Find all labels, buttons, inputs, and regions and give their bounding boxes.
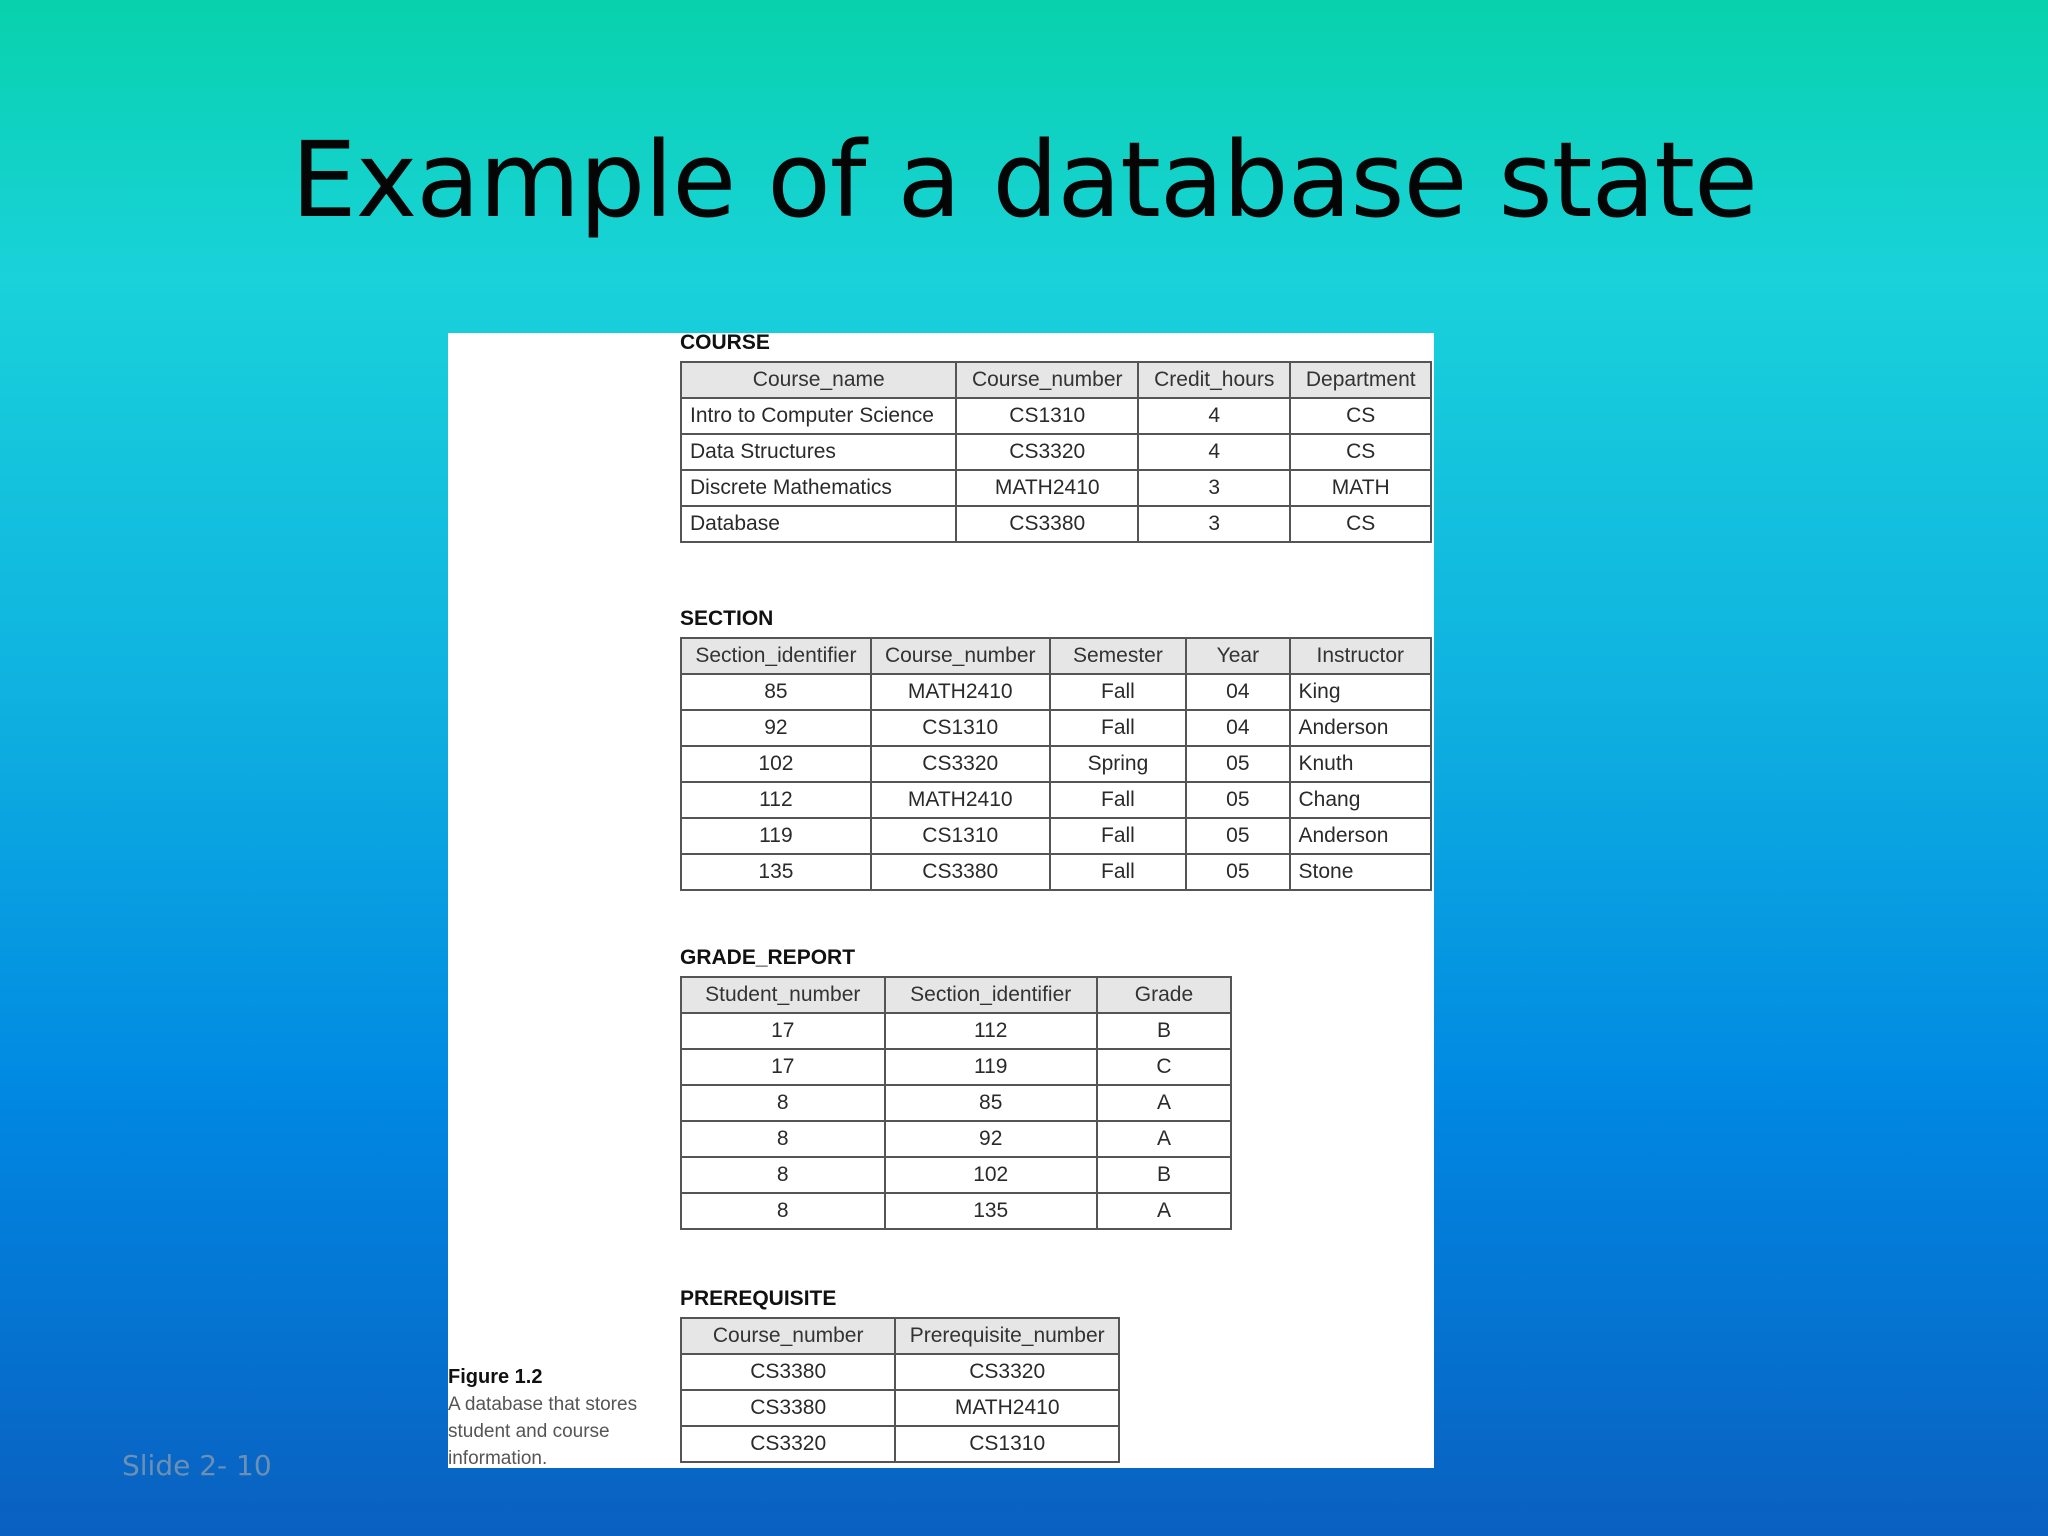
table-cell: CS3380 bbox=[681, 1354, 895, 1390]
table-cell: CS3320 bbox=[871, 746, 1050, 782]
table-row bbox=[681, 746, 1431, 782]
table-header-row bbox=[681, 638, 1431, 674]
table-cell: Knuth bbox=[1290, 746, 1432, 782]
column-header: Grade bbox=[1097, 977, 1231, 1013]
table-cell: A bbox=[1097, 1121, 1231, 1157]
table-cell: CS3320 bbox=[895, 1354, 1119, 1390]
table-cell: CS3320 bbox=[956, 434, 1138, 470]
grade-report-table-title: GRADE_REPORT bbox=[680, 946, 856, 969]
column-header: Instructor bbox=[1290, 638, 1432, 674]
course-table bbox=[680, 361, 1432, 543]
table-row bbox=[681, 782, 1431, 818]
table-row bbox=[681, 506, 1431, 542]
table-cell: 85 bbox=[681, 674, 871, 710]
table-header-row bbox=[681, 1318, 1119, 1354]
table-row bbox=[681, 1354, 1119, 1390]
table-cell: MATH2410 bbox=[871, 674, 1050, 710]
table-cell: 119 bbox=[681, 818, 871, 854]
table-cell: 04 bbox=[1186, 674, 1289, 710]
table-cell: 05 bbox=[1186, 782, 1289, 818]
table-cell: 112 bbox=[885, 1013, 1097, 1049]
table-cell: 8 bbox=[681, 1193, 885, 1229]
table-cell: 8 bbox=[681, 1085, 885, 1121]
table-cell: CS3320 bbox=[681, 1426, 895, 1462]
table-cell: CS3380 bbox=[956, 506, 1138, 542]
table-row bbox=[681, 470, 1431, 506]
table-cell: Fall bbox=[1050, 854, 1187, 890]
table-row bbox=[681, 1193, 1231, 1229]
column-header: Course_number bbox=[871, 638, 1050, 674]
prerequisite-table-title: PREREQUISITE bbox=[680, 1287, 837, 1310]
table-cell: Anderson bbox=[1290, 710, 1432, 746]
table-row bbox=[681, 1157, 1231, 1193]
table-cell: Database bbox=[681, 506, 956, 542]
table-cell: 8 bbox=[681, 1121, 885, 1157]
table-cell: 05 bbox=[1186, 854, 1289, 890]
column-header: Semester bbox=[1050, 638, 1187, 674]
table-cell: Intro to Computer Science bbox=[681, 398, 956, 434]
table-header-row bbox=[681, 977, 1231, 1013]
database-figure bbox=[448, 333, 1434, 1468]
table-row bbox=[681, 1085, 1231, 1121]
table-cell: Discrete Mathematics bbox=[681, 470, 956, 506]
column-header: Department bbox=[1290, 362, 1431, 398]
table-cell: B bbox=[1097, 1013, 1231, 1049]
table-row bbox=[681, 434, 1431, 470]
figure-caption bbox=[448, 1364, 668, 1468]
table-cell: 04 bbox=[1186, 710, 1289, 746]
table-cell: Spring bbox=[1050, 746, 1187, 782]
table-cell: CS1310 bbox=[895, 1426, 1119, 1462]
table-cell: 102 bbox=[681, 746, 871, 782]
table-cell: King bbox=[1290, 674, 1432, 710]
table-cell: MATH2410 bbox=[895, 1390, 1119, 1426]
table-cell: Fall bbox=[1050, 710, 1187, 746]
column-header: Course_name bbox=[681, 362, 956, 398]
table-cell: CS3380 bbox=[681, 1390, 895, 1426]
table-cell: Chang bbox=[1290, 782, 1432, 818]
table-cell: Data Structures bbox=[681, 434, 956, 470]
table-cell: CS3380 bbox=[871, 854, 1050, 890]
table-cell: 3 bbox=[1138, 506, 1290, 542]
table-cell: 112 bbox=[681, 782, 871, 818]
section-table bbox=[680, 637, 1432, 891]
table-cell: MATH bbox=[1290, 470, 1431, 506]
table-cell: CS bbox=[1290, 434, 1431, 470]
column-header: Prerequisite_number bbox=[895, 1318, 1119, 1354]
table-row bbox=[681, 818, 1431, 854]
section-table-title: SECTION bbox=[680, 607, 774, 630]
table-cell: Fall bbox=[1050, 674, 1187, 710]
table-cell: Fall bbox=[1050, 818, 1187, 854]
table-cell: 119 bbox=[885, 1049, 1097, 1085]
figure-caption-text: A database that stores student and course information. bbox=[448, 1394, 638, 1468]
grade-report-table bbox=[680, 976, 1232, 1230]
prerequisite-table bbox=[680, 1317, 1120, 1463]
slide-number: Slide 2- 10 bbox=[122, 1449, 272, 1482]
table-row bbox=[681, 1121, 1231, 1157]
table-cell: 05 bbox=[1186, 746, 1289, 782]
course-table-title: COURSE bbox=[680, 333, 770, 354]
table-cell: 92 bbox=[681, 710, 871, 746]
table-cell: A bbox=[1097, 1085, 1231, 1121]
column-header: Section_identifier bbox=[681, 638, 871, 674]
table-row bbox=[681, 1426, 1119, 1462]
table-cell: 4 bbox=[1138, 434, 1290, 470]
table-cell: 92 bbox=[885, 1121, 1097, 1157]
table-row bbox=[681, 1390, 1119, 1426]
table-cell: Stone bbox=[1290, 854, 1432, 890]
table-cell: 05 bbox=[1186, 818, 1289, 854]
table-cell: A bbox=[1097, 1193, 1231, 1229]
table-cell: B bbox=[1097, 1157, 1231, 1193]
table-cell: MATH2410 bbox=[956, 470, 1138, 506]
table-cell: 17 bbox=[681, 1013, 885, 1049]
column-header: Student_number bbox=[681, 977, 885, 1013]
table-header-row bbox=[681, 362, 1431, 398]
table-cell: 8 bbox=[681, 1157, 885, 1193]
table-cell: CS bbox=[1290, 398, 1431, 434]
table-cell: CS1310 bbox=[871, 710, 1050, 746]
column-header: Credit_hours bbox=[1138, 362, 1290, 398]
table-cell: 135 bbox=[681, 854, 871, 890]
figure-label: Figure 1.2 bbox=[448, 1366, 543, 1388]
table-cell: 102 bbox=[885, 1157, 1097, 1193]
table-row bbox=[681, 1013, 1231, 1049]
table-row bbox=[681, 1049, 1231, 1085]
table-row bbox=[681, 710, 1431, 746]
table-row bbox=[681, 398, 1431, 434]
table-cell: 17 bbox=[681, 1049, 885, 1085]
table-cell: 4 bbox=[1138, 398, 1290, 434]
table-cell: 135 bbox=[885, 1193, 1097, 1229]
table-cell: C bbox=[1097, 1049, 1231, 1085]
table-cell: CS1310 bbox=[871, 818, 1050, 854]
table-row bbox=[681, 854, 1431, 890]
table-cell: Anderson bbox=[1290, 818, 1432, 854]
table-cell: CS bbox=[1290, 506, 1431, 542]
table-cell: CS1310 bbox=[956, 398, 1138, 434]
column-header: Year bbox=[1186, 638, 1289, 674]
slide-title: Example of a database state bbox=[290, 119, 1758, 241]
table-row bbox=[681, 674, 1431, 710]
column-header: Course_number bbox=[956, 362, 1138, 398]
table-cell: Fall bbox=[1050, 782, 1187, 818]
table-cell: 85 bbox=[885, 1085, 1097, 1121]
table-cell: MATH2410 bbox=[871, 782, 1050, 818]
column-header: Section_identifier bbox=[885, 977, 1097, 1013]
table-cell: 3 bbox=[1138, 470, 1290, 506]
column-header: Course_number bbox=[681, 1318, 895, 1354]
